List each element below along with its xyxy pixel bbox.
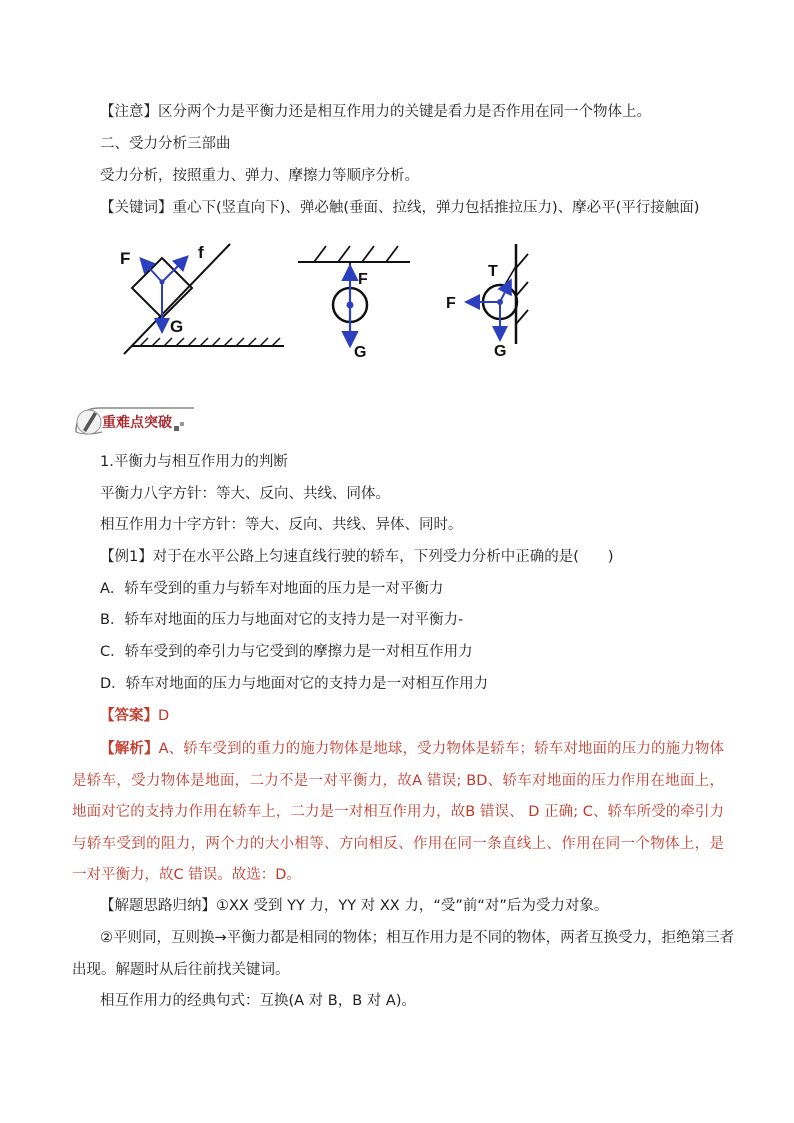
keywords-line: 【关键词】重心下(竖直向下)、弹必触(垂面、拉线，弹力包括推拉压力)、摩必平(平行接触面) [100, 200, 700, 216]
analysis-order-line: 受力分析，按照重力、弹力、摩擦力等顺序分析。 [100, 168, 419, 184]
rule-interaction: 相互作用力十字方针：等大、反向、共线、异体、同时。 [100, 517, 463, 533]
answer-label: 【答案】 [100, 708, 158, 724]
force-label-T: T [488, 263, 498, 280]
force-label-f: f [198, 243, 204, 262]
hanging-ball-diagram [294, 232, 416, 360]
option-d: D．轿车对地面的压力与地面对它的支持力是一对相互作用力 [100, 676, 489, 692]
note-line: 【注意】区分两个力是平衡力还是相互作用力的关键是看力是否作用在同一个物体上。 [100, 104, 651, 120]
section-heading: 二、受力分析三部曲 [100, 136, 231, 152]
tips-line-2b: 出现。解题时从后往前找关键词。 [72, 962, 290, 978]
ball-on-wall-diagram [442, 232, 542, 360]
analysis-label: 【解析】 [100, 741, 159, 757]
force-label-F: F [358, 271, 368, 288]
tips-line-1: 【解题思路归纳】①XX 受到 YY 力，YY 对 XX 力，“受”前“对”后为受力对象。 [100, 898, 609, 914]
option-b: B．轿车对地面的压力与地面对它的支持力是一对平衡力- [100, 612, 464, 628]
tips-line-2a: ②平则同，互则换→平衡力都是相同的物体；相互作用力是不同的物体，两者互换受力，拒绝第三者 [100, 930, 735, 946]
rule-balance: 平衡力八字方针：等大、反向、共线、同体。 [100, 486, 390, 502]
section-banner [72, 402, 212, 438]
force-label-G: G [494, 343, 507, 360]
force-label-F: F [446, 295, 456, 312]
answer-value: D [158, 708, 170, 724]
heading-balance: 1.平衡力与相互作用力的判断 [100, 454, 288, 470]
example-question: 【例1】对于在水平公路上匀速直线行驶的轿车，下列受力分析中正确的是( ) [100, 549, 614, 565]
force-label-F: F [120, 249, 131, 268]
tips-line-3: 相互作用力的经典句式：互换(A 对 B，B 对 A)。 [100, 993, 416, 1009]
option-c: C．轿车受到的牵引力与它受到的摩擦力是一对相互作用力 [100, 644, 473, 660]
force-label-G: G [354, 344, 367, 360]
banner-title: 重难点突破 [102, 414, 172, 430]
option-a: A．轿车受到的重力与轿车对地面的压力是一对平衡力 [100, 581, 444, 597]
incline-force-diagram [112, 232, 292, 360]
force-label-G: G [170, 317, 184, 336]
analysis-paragraph [72, 734, 724, 892]
analysis-text: A、轿车受到的重力的施力物体是地球，受力物体是轿车；轿车对地面的压力的施力物体是轿车，受力物体是地面，二力不是一对平衡力，故A 错误; BD、轿车对地面的压力作用在地面上，地面对它的支持力作用在轿车上，二力是一对相互作用力，故B 错误、 D 正确; C、轿车所受的牵引力与轿车受到的阻力，两个力的大小相等、方向相反、作用在同一条直线上、作用在同一个物体上，是一对平衡力，故C 错误。故选：D。 [72, 741, 724, 883]
answer-line [100, 706, 169, 726]
